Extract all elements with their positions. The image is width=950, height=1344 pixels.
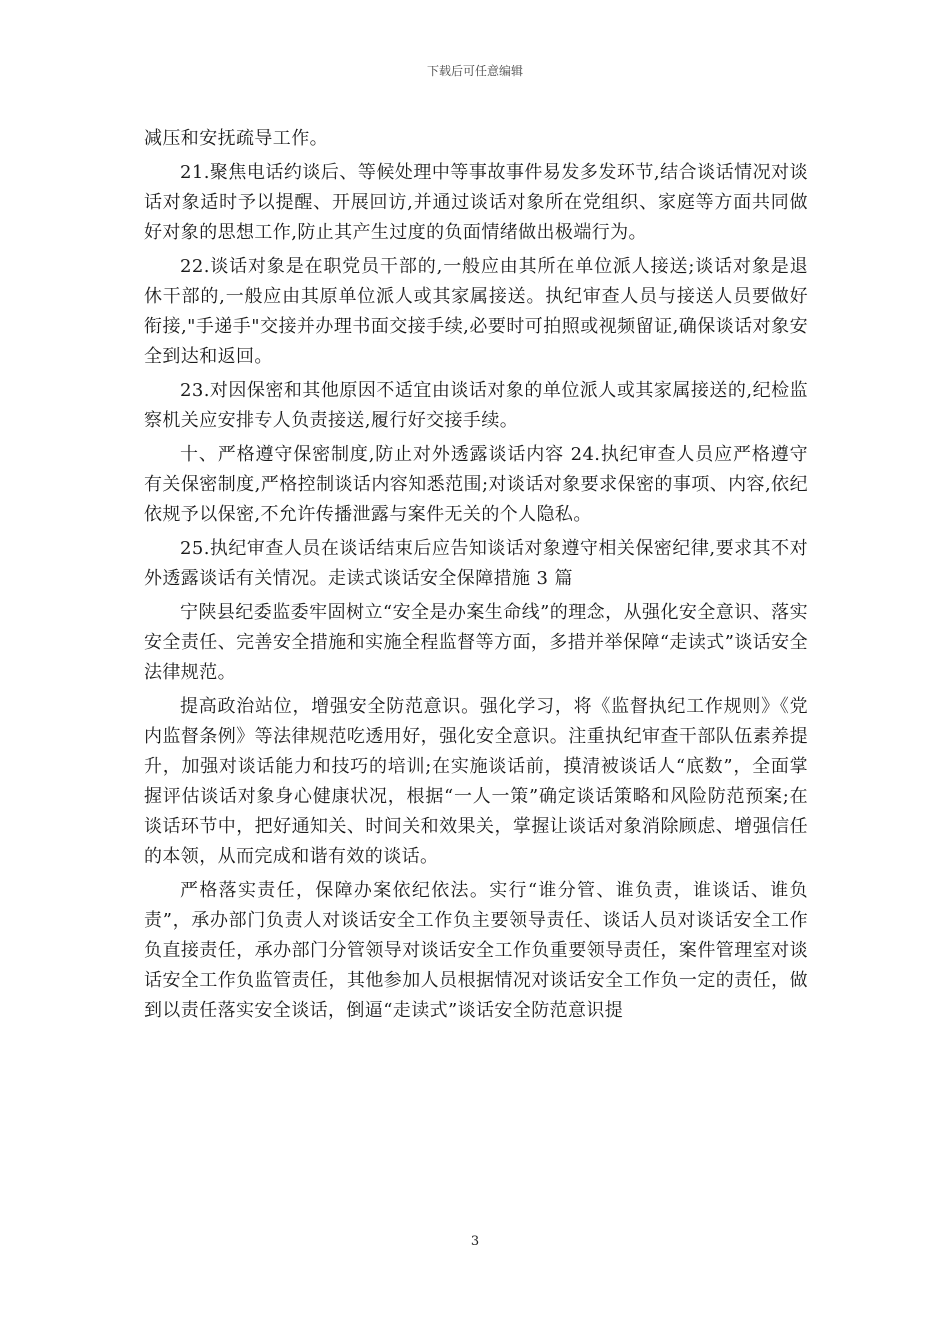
paragraph: 严格落实责任，保障办案依纪依法。实行“谁分管、谁负责，谁谈话、谁负责”，承办部门负责人对谈话安全工作负主要领导责任、谈话人员对谈话安全工作负直接责任，承办部门分管领导对谈话安全工作负重要领导责任，案件管理室对谈话安全工作负监管责任，其他参加人员根据情况对谈话安全工作负一定的责任，做到以责任落实安全谈话，倒逼“走读式”谈话安全防范意识提 bbox=[144, 880, 808, 1021]
paragraph: 十、严格遵守保密制度,防止对外透露谈话内容 24.执纪审查人员应严格遵守有关保密制度,严格控制谈话内容知悉范围;对谈话对象要求保密的事项、内容,依纪依规予以保密,不允许传播泄露与案件无关的个人隐私。 bbox=[144, 444, 808, 525]
paragraph: 25.执纪审查人员在谈话结束后应告知谈话对象遵守相关保密纪律,要求其不对外透露谈话有关情况。走读式谈话安全保障措施 3 篇 bbox=[144, 538, 808, 589]
paragraph: 21.聚焦电话约谈后、等候处理中等事故事件易发多发环节,结合谈话情况对谈话对象适时予以提醒、开展回访,并通过谈话对象所在党组织、家庭等方面共同做好对象的思想工作,防止其产生过度的负面情绪做出极端行为。 bbox=[144, 162, 808, 243]
page-number: 3 bbox=[470, 1234, 480, 1249]
paragraph: 宁陕县纪委监委牢固树立“安全是办案生命线”的理念，从强化安全意识、落实安全责任、完善安全措施和实施全程监督等方面，多措并举保障“走读式”谈话安全法律规范。 bbox=[144, 602, 808, 683]
paragraph: 减压和安抚疏导工作。 bbox=[144, 128, 328, 149]
paragraph: 22.谈话对象是在职党员干部的,一般应由其所在单位派人接送;谈话对象是退休干部的,一般应由其原单位派人或其家属接送。执纪审查人员与接送人员要做好衔接,"手递手"交接并办理书面交接手续,必要时可拍照或视频留证,确保谈话对象安全到达和返回。 bbox=[144, 256, 808, 367]
document-body bbox=[144, 124, 808, 1030]
page-header: 下载后可任意编辑 bbox=[426, 64, 523, 78]
paragraph: 23.对因保密和其他原因不适宜由谈话对象的单位派人或其家属接送的,纪检监察机关应安排专人负责接送,履行好交接手续。 bbox=[144, 380, 808, 431]
paragraph: 提高政治站位，增强安全防范意识。强化学习，将《监督执纪工作规则》《党内监督条例》等法律规范吃透用好，强化安全意识。注重执纪审查干部队伍素养提升，加强对谈话能力和技巧的培训;在实施谈话前，摸清被谈话人“底数”，全面掌握评估谈话对象身心健康状况，根据“一人一策”确定谈话策略和风险防范预案;在谈话环节中，把好通知关、时间关和效果关，掌握让谈话对象消除顾虑、增强信任的本领，从而完成和谐有效的谈话。 bbox=[144, 696, 808, 867]
